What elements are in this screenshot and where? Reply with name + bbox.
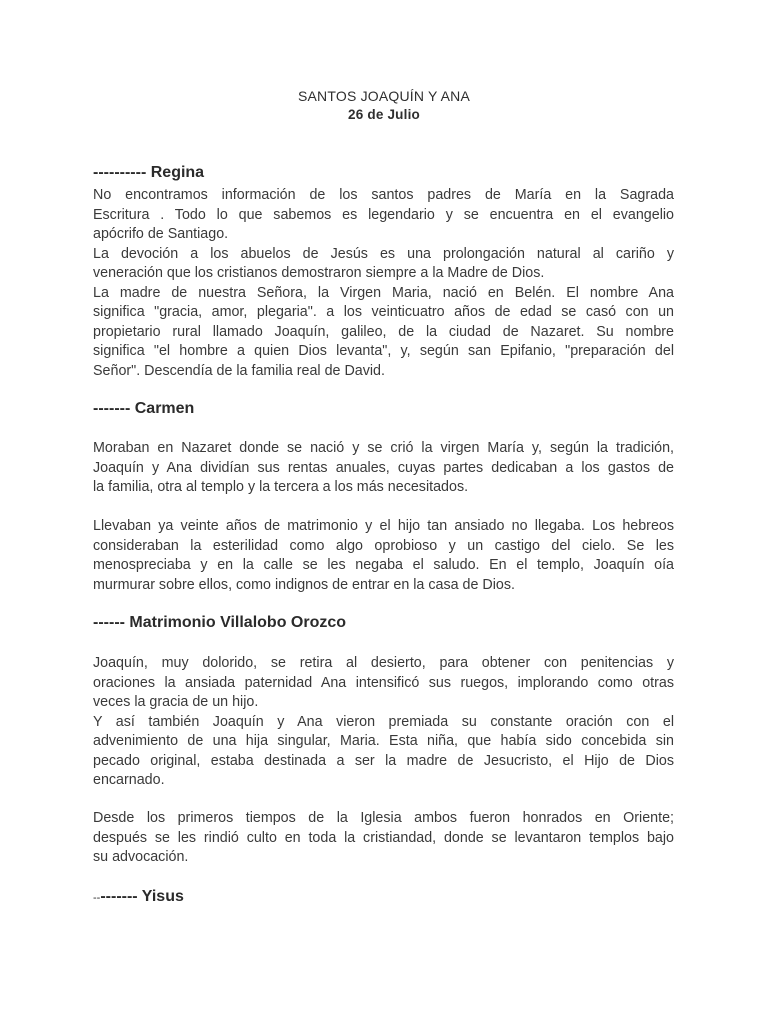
heading-name: Regina (150, 164, 205, 181)
paragraph (93, 517, 674, 595)
document-date: 26 de Julio (348, 107, 420, 122)
text-line: murmurar sobre ellos, como indignos de entrar en la casa de Dios. (93, 576, 515, 593)
paragraph (93, 809, 674, 868)
text-line: apócrifo de Santiago. (93, 226, 229, 242)
heading-name: Carmen (134, 400, 195, 417)
text-line: advenimiento de una hija singular, Maria. Esta niña, que había sido concebida sin (93, 733, 674, 749)
paragraph (93, 186, 674, 381)
text-line: encarnado. (93, 772, 165, 788)
text-line: su advocación. (93, 849, 189, 865)
heading-dashes: ---------- (93, 164, 147, 181)
text-line: Y así también Joaquín y Ana vieron premiada su constante oración con el (93, 713, 674, 730)
text-line: significa "gracia, amor, plegaria". a los veinticuatro años de edad se casó con un (93, 304, 674, 320)
text-line: oraciones la ansiada paternidad Ana intensificó sus ruegos, implorando como otras (93, 674, 674, 691)
text-line: Joaquín, muy dolorido, se retira al desierto, para obtener con penitencias y (93, 655, 674, 671)
paragraph (93, 654, 674, 791)
text-line: Joaquín y Ana dividían sus rentas anuales, cuyas partes dedicaban a los gastos de (93, 459, 674, 476)
text-line: No encontramos información de los santos padres de María en la Sagrada (93, 187, 674, 203)
text-line: Señor". Descendía de la familia real de David. (93, 362, 385, 379)
text-line: Desde los primeros tiempos de la Iglesia ambos fueron honrados en Oriente; (93, 810, 674, 826)
paragraph (93, 439, 674, 498)
heading-dashes: ------- (93, 400, 131, 417)
document-title: SANTOS JOAQUÍN Y ANA (297, 88, 471, 104)
text-line: después se les rindió culto en toda la cristiandad, donde se levantaron templos bajo (93, 829, 674, 846)
heading-dashes: ------ (93, 614, 125, 631)
section-heading-matrimonio (93, 614, 346, 632)
text-line: significa "el hombre a quien Dios levanta", y, según san Epifanio, "preparación del (93, 343, 674, 359)
text-line: Llevaban ya veinte años de matrimonio y el hijo tan ansiado no llegaba. Los hebreos (93, 518, 674, 534)
text-line: veneración que los cristianos demostraron siempre a la Madre de Dios. (93, 265, 545, 281)
heading-name: Yisus (141, 888, 184, 905)
text-line: consideraban la esterilidad como algo oprobioso y un castigo del cielo. Se les (93, 537, 674, 554)
text-line: la familia, otra al templo y la tercera a los más necesitados. (93, 479, 469, 495)
heading-dashes: ------- (100, 888, 138, 905)
text-line: pecado original, estaba destinada a ser la madre de Jesucristo, el Hijo de Dios (93, 752, 674, 769)
heading-name: Matrimonio Villalobo Orozco (129, 614, 347, 631)
text-line: propietario rural llamado Joaquín, galileo, de la ciudad de Nazaret. Su nombre (93, 323, 674, 340)
text-line: menospreciaba y en la calle se les negaba el saludo. En el templo, Joaquín oía (93, 557, 674, 573)
text-line: La madre de nuestra Señora, la Virgen Maria, nació en Belén. El nombre Ana (93, 284, 674, 301)
heading-prefix-dashes: -- (93, 892, 101, 904)
section-heading-yisus (93, 888, 184, 906)
text-line: Moraban en Nazaret donde se nació y se crió la virgen María y, según la tradición, (93, 440, 674, 456)
text-line: La devoción a los abuelos de Jesús es una prolongación natural al cariño y (93, 245, 674, 262)
text-line: veces la gracia de un hijo. (93, 694, 259, 710)
section-heading-carmen (93, 400, 194, 418)
section-heading-regina (93, 164, 204, 182)
text-line: Escritura . Todo lo que sabemos es legendario y se encuentra en el evangelio (93, 206, 674, 223)
